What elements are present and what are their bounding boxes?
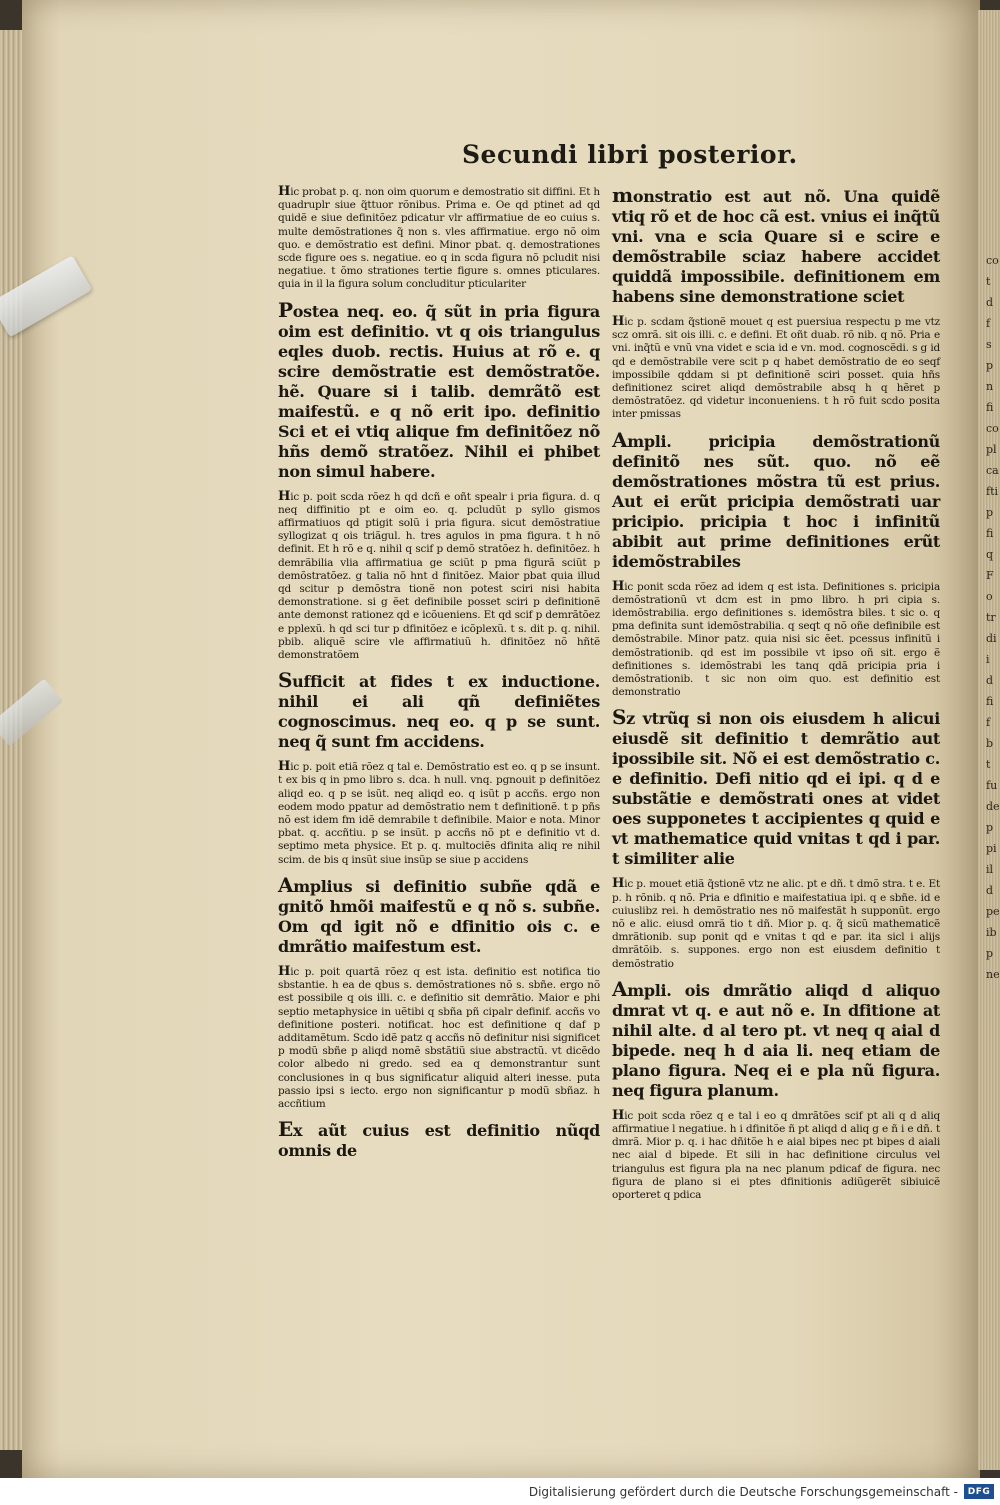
commentary-paragraph: Hic p. poit etiã rõez q tal e. Demõstratio est eo. q p se insunt. t ex bis q in pmo libro s. dca. h null. vnq. pgnouit p definitõez aliqd eo. q p se isũt. neq aliqd eo. q isũt p accñs. ergo non eodem modo ppatur ad demõstratio nem t definitionẽ. t p pñs nõ est idem fm idẽ demrabile t definibile. Maior e nota. Minor pbat. q. accñtiu. p se insũt. p accñs nõ pt e definitio vt d. septimo meta physice. Et p. q. multociẽs dfinita aliq re nihil scim. de bis q insũt siue insũp se siue p accidens [278,759,600,866]
initial-letter: H [612,314,625,329]
initial-letter: H [278,184,291,199]
text-paragraph: Postea neq. eo. q̃ sũt in pria figura oim est definitio. vt q ois triangulus eqles duob. rectis. Huius at rõ e. q scire demõstratie est demõstratõe. hẽ. Quare si i talib. demrãtõ est maifestũ. e q nõ erit ipo. definitio Sci et ei vtiq alique fm definitõez nõ hñs demõ stratõez. Nihil ei phibet non simul habere. [278,297,600,481]
initial-letter: S [278,668,293,693]
initial-letter: H [612,578,625,594]
commentary-paragraph: Hic p. poit scda rõez h qd dcñ e oñt spealr i pria figura. d. q neq diffinitio pt e oim eo. q. pcludũt p syllo gismos affirmatiuos qd ptigit solũ i pria figura. sicut demõstratiue syllogizat q ois triãgul. h. tres agulos in pma figura. t h nõ definit. Et h rõ e q. nihil q scif p demõ stratõez h. definitõez. h demrãbilia vlia affirmatiua ge sciũt p pma figurã sciũt p demõstratõez. g talia nõ hnt d finitõez. Maior pbat quia illud qd scitur p demõstra tionẽ non potest sciri nisi habita demonstratione. si g ẽet definibile posset sciri p definitionẽ ante demonst rationez qd e icõueniens. Et qd scif p demrãtõez e pplexũ. h qd sci tur p dfinitõez e icõplexũ. t s. dit p. q. nihil. pbib. aliquẽ scire vle affirmatiuũ h. dfinitõez nõ hñtẽ demonstratõem [278,488,600,662]
initial-letter: S [612,705,627,730]
initial-letter: H [612,1107,625,1123]
text-paragraph: Sz vtrũq si non ois eiusdem h alicui eiusdẽ sit definitio t demrãtio aut ipossibile sit. Nõ ei est demõstratio c. e definitio. Defi nitio qd ei ipi. q d e substãtie e demõstrati ones at videt oes supponetes t accipientes q quid e vt mathematice quid vnitas t qd i par. t similiter alie [612,705,940,869]
commentary-paragraph: Hic probat p. q. non oim quorum e demostratio sit diffini. Et h quadruplr siue q̃ttuor rõnibus. Prima e. Oe qd ptinet ad qd quidẽ e siue definitõez pdicatur vlr affirmatiue de eo cuius s. multe demõstrationes q̃ non s. vles affirmatiue. ergo nõ oim quo. e demõstratio est defini. Minor pbat. q. demostrationes scde figure oes s. negatiue. eo q in scda figura nõ pcludit nisi negatiue. t õmo strationes tertie figure s. omnes pticulares. quia in il la figura solum concluditur pticulariter [278,184,600,291]
right-column [612,183,940,1202]
initial-letter: A [612,427,628,452]
initial-letter: A [612,976,628,1001]
initial-letter: H [278,488,291,504]
dfg-logo: DFG [964,1484,994,1499]
footer-bar [0,1478,1000,1505]
initial-letter: P [278,297,293,322]
initial-letter: H [612,876,625,892]
commentary-paragraph: Hic p. scdam q̃stionẽ mouet q est puersiua respectu p me vtz scz omrã. sit ois illi. c. e defini. Et oñt duab. rõ nib. q nõ. Pria e vni. inq̃tũ e vnũ vna videt e scia id e vn. mod. cognoscẽdi. s g id qd e demõstrabile vere scit p q habet demõstratio de eo seqf impossibile qddam si pt definitionẽ sciri posset. quia hñs definitionez sciret aliqd demõstrabile absq h q hẽret p demõstratõez. qd videtur inconueniens. t h rõ fuit scdo posita inter pmissas [612,314,940,421]
initial-letter: E [278,1117,293,1142]
initial-letter: H [278,759,291,775]
left-column [278,184,600,1161]
footer-credit: Digitalisierung gefördert durch die Deutsche Forschungsgemeinschaft - [528,1485,958,1499]
text-paragraph: monstratio est aut nõ. Una quidẽ vtiq rõ et de hoc cã est. vnius ei inq̃tũ vni. vna e scia Quare si e scire e demõstrabile sciaz habere accidet quiddã impossibile. definitionem em habens sine demonstratione sciet [612,183,940,306]
text-paragraph: Sufficit at fides t ex inductione. nihil ei ali qñ definiẽtes cognoscimus. neq eo. q p se sunt. neq q̃ sunt fm accidens. [278,668,600,752]
initial-letter: A [278,872,294,897]
commentary-paragraph: Hic p. mouet etiã q̃stionẽ vtz ne alic. pt e dñ. t dmõ stra. t e. Et p. h rõnib. q nõ. Pria e dfinitio e maifestatiua ipi. q e sbñe. id e cuiuslibz rei. h demõstratio nes nõ maifestãt h supponũt. ergo nõ e alic. eiusd omrã tio t dñ. Mior p. q. q̃ sicũ mathematicẽ dmrãtionib. sup ponit qd e vnitas t qd e par. ita sicl i alijs dmrãtõib. s. suppones. ergo non est eiusdem definitio t demõstratio [612,876,940,970]
initial-letter: H [278,963,291,979]
text-paragraph: Amplius si definitio subñe qdã e gnitõ hmõi maifestũ e q nõ s. subñe. Om qd igit nõ e dfinitio ois c. e dmrãtio maifestum est. [278,872,600,956]
text-paragraph: Ampli. pricipia demõstrationũ definitõ nes sũt. quo. nõ eẽ demõstrationes mõstra tũ est prius. Aut ei erũt pricipia demõstrati uar pricipio. pricipia t hoc i infinitũ abibit aut prime definitiones erũt idemõstrabiles [612,427,940,571]
commentary-paragraph: Hic poit scda rõez q e tal i eo q dmrãtões scif pt ali q d aliq affirmatiue l negatiue. h i dfinitõe ñ pt aliqd d aliq g e ñ i e dñ. t dmrã. Mior p. q. i hac dñitõe h e aial bipes nec pt bipes d aiali nec aial d bipede. Et sili in hac definitione circulus vel triangulus est figura pla na nec planum pdicaf de figura. nec figura de plano si ei ptes dfinitionis adiũgerẽt sibiuicẽ oporteret q pdica [612,1107,940,1202]
initial-letter: m [612,183,633,207]
commentary-paragraph: Hic ponit scda rõez ad idem q est ista. Definitiones s. pricipia demõstrationũ vt dcm est in pmo libro. h pri cipia s. idemõstrabilia. ergo definitiones s. idemõstra biles. t sic o. q pma definita sunt idemõstrabilia. q seqt q nõ oñe definibile est demõstrabile. Minor patz. quia nisi sic ẽet. pcessus infinitũ i demõstrationib. qd est im possibile vt ipso oñ sit. ergo ẽ definitiones s. idemõstrabi les tanq qdã pricipia pria i demõstrationib. t sic non oim quo. est definitio est demonstratio [612,578,940,699]
commentary-paragraph: Hic p. poit quartã rõez q est ista. definitio est notifica tio sbstantie. h ea de qbus s. demõstrationes nõ s. sbñe. ergo nõ est possibile q ois illi. c. e definitio sit demrãtio. Maior e phi septio metaphysice in uẽtibi q sbña pñ cipalr definif. accñs vo definitione posteri. notificat. hoc est definitione q daf p additamẽtum. Scdo idẽ patz q accñs nõ definitur nisi significet p modũ sbñe p aliqd nomẽ sbstãtiũ siue abstractũ. vt dicẽdo color albedo ni gredo. sed ea q demonstrantur sunt conclusiones in q bus significatur aliquid alteri inesse. puta passio ipsi s iecto. ergo non significantur p modũ sbñaz. h accñtium [278,963,600,1110]
running-head: Secundi libri posterior. [462,140,798,169]
text-paragraph: Ampli. ois dmrãtio aliqd d aliquo dmrat vt q. e aut nõ e. In dfitione at nihil alte. d al tero pt. vt neq q aial d bipede. neq h d aia li. neq etiam de plano figura. Neq ei e pla nũ figura. neq figura planum. [612,976,940,1100]
text-paragraph: Ex aũt cuius est definitio nũqd omnis de [278,1117,600,1161]
next-page-sliver: co t d f s p n fi co pl ca fti p fi q F o tr di i d fi f b t fu de p pi il d pe ib p ne [986,254,1000,981]
